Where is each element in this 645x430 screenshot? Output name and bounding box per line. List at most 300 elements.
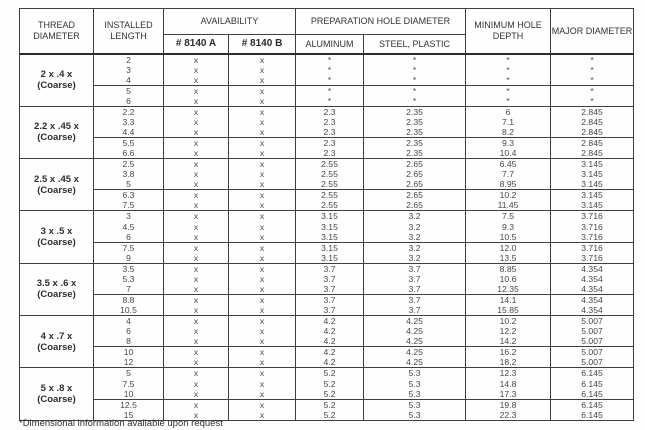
aluminum-hole-cell: 5.2	[296, 399, 364, 410]
availability-b-cell: x	[229, 389, 296, 400]
min-hole-depth-cell: 7.5	[466, 211, 551, 222]
availability-b-cell: x	[229, 85, 296, 96]
installed-length-cell: 4.5	[94, 221, 164, 231]
table-row	[20, 336, 634, 347]
table-row	[20, 274, 634, 284]
availability-a-cell: x	[164, 263, 229, 274]
availability-b-cell: x	[229, 159, 296, 170]
min-hole-depth-cell: 15.85	[466, 305, 551, 316]
thread-series-label: (Coarse)	[37, 289, 76, 301]
availability-a-cell: x	[164, 399, 229, 410]
major-diameter-cell: 5.007	[551, 326, 634, 336]
major-diameter-cell: 6.145	[551, 399, 634, 410]
availability-b-cell: x	[229, 96, 296, 107]
availability-b-cell: x	[229, 200, 296, 211]
availability-b-cell: x	[229, 357, 296, 368]
table-row	[20, 399, 634, 410]
availability-b-cell: x	[229, 253, 296, 264]
table-row	[20, 232, 634, 243]
aluminum-hole-cell: 2.55	[296, 179, 364, 190]
table-row	[20, 316, 634, 327]
steel-plastic-hole-cell: 4.25	[364, 326, 466, 336]
availability-b-cell: x	[229, 117, 296, 127]
major-diameter-cell: 4.354	[551, 305, 634, 316]
steel-plastic-hole-cell: 2.65	[364, 169, 466, 179]
min-hole-depth-cell: 12.2	[466, 326, 551, 336]
steel-plastic-hole-cell: *	[364, 54, 466, 65]
min-hole-depth-cell: 17.3	[466, 389, 551, 400]
steel-plastic-hole-cell: 4.25	[364, 336, 466, 347]
steel-plastic-hole-cell: 3.7	[364, 295, 466, 306]
availability-b-cell: x	[229, 316, 296, 327]
table-row	[20, 326, 634, 336]
availability-a-cell: x	[164, 200, 229, 211]
aluminum-hole-cell: *	[296, 65, 364, 75]
availability-b-cell: x	[229, 75, 296, 86]
aluminum-hole-cell: 2.3	[296, 138, 364, 149]
installed-length-cell: 5	[94, 368, 164, 379]
availability-a-cell: x	[164, 117, 229, 127]
aluminum-hole-cell: *	[296, 54, 364, 65]
installed-length-cell: 5.5	[94, 138, 164, 149]
min-hole-depth-cell: *	[466, 75, 551, 86]
table-row	[20, 211, 634, 222]
steel-plastic-hole-cell: *	[364, 96, 466, 107]
steel-plastic-hole-cell: 2.35	[364, 148, 466, 159]
min-hole-depth-cell: 9.3	[466, 221, 551, 231]
table-row	[20, 242, 634, 253]
major-diameter-cell: *	[551, 65, 634, 75]
spec-table	[19, 8, 634, 421]
availability-b-cell: x	[229, 106, 296, 117]
installed-length-cell: 3	[94, 65, 164, 75]
availability-a-cell: x	[164, 190, 229, 201]
availability-b-cell: x	[229, 211, 296, 222]
availability-a-cell: x	[164, 336, 229, 347]
availability-b-cell: x	[229, 326, 296, 336]
installed-length-cell: 9	[94, 253, 164, 264]
steel-plastic-hole-cell: 3.2	[364, 242, 466, 253]
min-hole-depth-cell: 7.1	[466, 117, 551, 127]
availability-b-cell: x	[229, 263, 296, 274]
header-preparation-hole-diameter: PREPARATION HOLE DIAMETER	[296, 9, 466, 35]
min-hole-depth-cell: 22.3	[466, 410, 551, 421]
major-diameter-cell: 2.845	[551, 117, 634, 127]
min-hole-depth-cell: 6	[466, 106, 551, 117]
installed-length-cell: 3	[94, 211, 164, 222]
installed-length-cell: 4	[94, 75, 164, 86]
aluminum-hole-cell: 5.2	[296, 389, 364, 400]
installed-length-cell: 10.5	[94, 305, 164, 316]
availability-a-cell: x	[164, 242, 229, 253]
header-part-8140a: # 8140 A	[164, 35, 229, 54]
availability-a-cell: x	[164, 274, 229, 284]
table-row	[20, 368, 634, 379]
thread-series-label: (Coarse)	[37, 237, 76, 249]
availability-b-cell: x	[229, 305, 296, 316]
major-diameter-cell: 6.145	[551, 410, 634, 421]
steel-plastic-hole-cell: 5.3	[364, 399, 466, 410]
aluminum-hole-cell: 4.2	[296, 336, 364, 347]
steel-plastic-hole-cell: 2.65	[364, 200, 466, 211]
min-hole-depth-cell: 8.95	[466, 179, 551, 190]
installed-length-cell: 15	[94, 410, 164, 421]
thread-size-label: 2.2 x .45 x	[34, 121, 79, 133]
major-diameter-cell: 2.845	[551, 106, 634, 117]
thread-size-label: 2 x .4 x	[40, 69, 73, 81]
availability-a-cell: x	[164, 54, 229, 65]
installed-length-cell: 2	[94, 54, 164, 65]
min-hole-depth-cell: 10.2	[466, 316, 551, 327]
thread-diameter-cell	[20, 263, 94, 315]
major-diameter-cell: 4.354	[551, 295, 634, 306]
thread-diameter-cell	[20, 159, 94, 211]
major-diameter-cell: 5.007	[551, 347, 634, 358]
major-diameter-cell: 6.145	[551, 389, 634, 400]
min-hole-depth-cell: 18.2	[466, 357, 551, 368]
thread-series-label: (Coarse)	[37, 80, 76, 92]
steel-plastic-hole-cell: 4.25	[364, 316, 466, 327]
aluminum-hole-cell: 3.15	[296, 253, 364, 264]
availability-b-cell: x	[229, 232, 296, 243]
steel-plastic-hole-cell: *	[364, 65, 466, 75]
installed-length-cell: 10	[94, 389, 164, 400]
availability-a-cell: x	[164, 85, 229, 96]
aluminum-hole-cell: *	[296, 96, 364, 107]
thread-series-label: (Coarse)	[37, 394, 76, 406]
min-hole-depth-cell: 12.3	[466, 368, 551, 379]
header-installed-length: INSTALLED LENGTH	[94, 9, 164, 54]
availability-a-cell: x	[164, 378, 229, 388]
thread-series-label: (Coarse)	[37, 341, 76, 353]
thread-size-label: 4 x .7 x	[40, 330, 73, 342]
availability-a-cell: x	[164, 138, 229, 149]
availability-b-cell: x	[229, 378, 296, 388]
availability-a-cell: x	[164, 148, 229, 159]
availability-b-cell: x	[229, 65, 296, 75]
header-aluminum: ALUMINUM	[296, 35, 364, 54]
availability-a-cell: x	[164, 221, 229, 231]
min-hole-depth-cell: 10.4	[466, 148, 551, 159]
availability-a-cell: x	[164, 389, 229, 400]
table-row	[20, 85, 634, 96]
steel-plastic-hole-cell: 5.3	[364, 389, 466, 400]
aluminum-hole-cell: 2.3	[296, 106, 364, 117]
steel-plastic-hole-cell: 2.65	[364, 190, 466, 201]
major-diameter-cell: 2.845	[551, 138, 634, 149]
steel-plastic-hole-cell: *	[364, 75, 466, 86]
installed-length-cell: 3.5	[94, 263, 164, 274]
availability-b-cell: x	[229, 54, 296, 65]
min-hole-depth-cell: 9.3	[466, 138, 551, 149]
availability-a-cell: x	[164, 232, 229, 243]
availability-b-cell: x	[229, 295, 296, 306]
availability-a-cell: x	[164, 357, 229, 368]
steel-plastic-hole-cell: 2.65	[364, 159, 466, 170]
table-row	[20, 159, 634, 170]
thread-group	[20, 159, 634, 211]
thread-group	[20, 263, 634, 315]
installed-length-cell: 6.3	[94, 190, 164, 201]
steel-plastic-hole-cell: 2.35	[364, 138, 466, 149]
availability-a-cell: x	[164, 347, 229, 358]
steel-plastic-hole-cell: *	[364, 85, 466, 96]
thread-group	[20, 316, 634, 368]
aluminum-hole-cell: 4.2	[296, 316, 364, 327]
min-hole-depth-cell: 19.8	[466, 399, 551, 410]
thread-size-label: 3 x .5 x	[40, 226, 73, 238]
aluminum-hole-cell: 4.2	[296, 326, 364, 336]
major-diameter-cell: 3.716	[551, 253, 634, 264]
header-availability: AVAILABILITY	[164, 9, 296, 35]
aluminum-hole-cell: 5.2	[296, 368, 364, 379]
availability-b-cell: x	[229, 127, 296, 138]
availability-b-cell: x	[229, 274, 296, 284]
availability-a-cell: x	[164, 106, 229, 117]
availability-b-cell: x	[229, 410, 296, 421]
table-row	[20, 284, 634, 295]
major-diameter-cell: 3.716	[551, 242, 634, 253]
header-part-8140b: # 8140 B	[229, 35, 296, 54]
thread-size-label: 2.5 x .45 x	[34, 173, 79, 185]
steel-plastic-hole-cell: 3.2	[364, 221, 466, 231]
table-row	[20, 190, 634, 201]
table-row	[20, 305, 634, 316]
availability-b-cell: x	[229, 221, 296, 231]
major-diameter-cell: 5.007	[551, 336, 634, 347]
availability-a-cell: x	[164, 326, 229, 336]
installed-length-cell: 4.4	[94, 127, 164, 138]
major-diameter-cell: *	[551, 85, 634, 96]
aluminum-hole-cell: *	[296, 85, 364, 96]
steel-plastic-hole-cell: 3.7	[364, 274, 466, 284]
installed-length-cell: 5	[94, 179, 164, 190]
major-diameter-cell: 6.145	[551, 378, 634, 388]
availability-b-cell: x	[229, 190, 296, 201]
table-row	[20, 54, 634, 65]
min-hole-depth-cell: 10.6	[466, 274, 551, 284]
header-major-diameter: MAJOR DIAMETER	[551, 9, 634, 54]
steel-plastic-hole-cell: 4.25	[364, 347, 466, 358]
installed-length-cell: 3.3	[94, 117, 164, 127]
min-hole-depth-cell: 12.35	[466, 284, 551, 295]
availability-b-cell: x	[229, 336, 296, 347]
min-hole-depth-cell: 6.45	[466, 159, 551, 170]
thread-diameter-cell	[20, 54, 94, 107]
aluminum-hole-cell: 2.3	[296, 148, 364, 159]
major-diameter-cell: 3.145	[551, 169, 634, 179]
availability-b-cell: x	[229, 284, 296, 295]
steel-plastic-hole-cell: 3.7	[364, 305, 466, 316]
aluminum-hole-cell: 3.7	[296, 284, 364, 295]
aluminum-hole-cell: 3.7	[296, 263, 364, 274]
table-row	[20, 169, 634, 179]
availability-a-cell: x	[164, 305, 229, 316]
steel-plastic-hole-cell: 3.7	[364, 263, 466, 274]
min-hole-depth-cell: 8.85	[466, 263, 551, 274]
aluminum-hole-cell: 3.7	[296, 295, 364, 306]
min-hole-depth-cell: *	[466, 54, 551, 65]
table-row	[20, 221, 634, 231]
availability-a-cell: x	[164, 316, 229, 327]
steel-plastic-hole-cell: 3.2	[364, 232, 466, 243]
table-row	[20, 117, 634, 127]
thread-group	[20, 54, 634, 107]
aluminum-hole-cell: 3.15	[296, 211, 364, 222]
availability-a-cell: x	[164, 169, 229, 179]
availability-a-cell: x	[164, 96, 229, 107]
steel-plastic-hole-cell: 3.2	[364, 211, 466, 222]
installed-length-cell: 5	[94, 85, 164, 96]
aluminum-hole-cell: 2.55	[296, 200, 364, 211]
steel-plastic-hole-cell: 2.35	[364, 106, 466, 117]
min-hole-depth-cell: 8.2	[466, 127, 551, 138]
header-thread-diameter: THREAD DIAMETER	[20, 9, 94, 54]
table-row	[20, 357, 634, 368]
availability-a-cell: x	[164, 368, 229, 379]
installed-length-cell: 4	[94, 316, 164, 327]
min-hole-depth-cell: 16.2	[466, 347, 551, 358]
aluminum-hole-cell: 3.7	[296, 274, 364, 284]
major-diameter-cell: 4.354	[551, 274, 634, 284]
thread-series-label: (Coarse)	[37, 184, 76, 196]
header-minimum-hole-depth: MINIMUM HOLE DEPTH	[466, 9, 551, 54]
steel-plastic-hole-cell: 2.35	[364, 117, 466, 127]
min-hole-depth-cell: 10.2	[466, 190, 551, 201]
thread-group	[20, 368, 634, 420]
aluminum-hole-cell: *	[296, 75, 364, 86]
installed-length-cell: 10	[94, 347, 164, 358]
major-diameter-cell: 3.716	[551, 211, 634, 222]
min-hole-depth-cell: *	[466, 96, 551, 107]
aluminum-hole-cell: 4.2	[296, 357, 364, 368]
major-diameter-cell: 5.007	[551, 316, 634, 327]
steel-plastic-hole-cell: 5.3	[364, 368, 466, 379]
major-diameter-cell: *	[551, 96, 634, 107]
table-row	[20, 389, 634, 400]
table-row	[20, 75, 634, 86]
min-hole-depth-cell: 14.1	[466, 295, 551, 306]
table-row	[20, 96, 634, 107]
min-hole-depth-cell: 11.45	[466, 200, 551, 211]
thread-group	[20, 106, 634, 158]
table-row	[20, 200, 634, 211]
min-hole-depth-cell: 10.5	[466, 232, 551, 243]
min-hole-depth-cell: *	[466, 85, 551, 96]
availability-b-cell: x	[229, 138, 296, 149]
min-hole-depth-cell: 14.8	[466, 378, 551, 388]
installed-length-cell: 6	[94, 232, 164, 243]
major-diameter-cell: *	[551, 54, 634, 65]
table-row	[20, 378, 634, 388]
installed-length-cell: 5.3	[94, 274, 164, 284]
major-diameter-cell: 3.145	[551, 159, 634, 170]
table-header	[20, 9, 634, 54]
installed-length-cell: 6.6	[94, 148, 164, 159]
aluminum-hole-cell: 3.15	[296, 232, 364, 243]
footnote: *Dimensional information available upon request	[19, 418, 223, 429]
availability-a-cell: x	[164, 253, 229, 264]
availability-a-cell: x	[164, 295, 229, 306]
table-row	[20, 179, 634, 190]
steel-plastic-hole-cell: 4.25	[364, 357, 466, 368]
major-diameter-cell: *	[551, 75, 634, 86]
thread-size-label: 3.5 x .6 x	[36, 278, 77, 290]
installed-length-cell: 6	[94, 326, 164, 336]
major-diameter-cell: 2.845	[551, 148, 634, 159]
steel-plastic-hole-cell: 3.7	[364, 284, 466, 295]
aluminum-hole-cell: 4.2	[296, 347, 364, 358]
aluminum-hole-cell: 5.2	[296, 410, 364, 421]
steel-plastic-hole-cell: 5.3	[364, 378, 466, 388]
major-diameter-cell: 3.145	[551, 190, 634, 201]
availability-b-cell: x	[229, 169, 296, 179]
aluminum-hole-cell: 2.55	[296, 159, 364, 170]
availability-a-cell: x	[164, 75, 229, 86]
header-row-top	[20, 9, 634, 35]
installed-length-cell: 7.5	[94, 378, 164, 388]
major-diameter-cell: 5.007	[551, 357, 634, 368]
steel-plastic-hole-cell: 3.2	[364, 253, 466, 264]
major-diameter-cell: 2.845	[551, 127, 634, 138]
min-hole-depth-cell: *	[466, 65, 551, 75]
installed-length-cell: 7	[94, 284, 164, 295]
aluminum-hole-cell: 2.3	[296, 127, 364, 138]
availability-a-cell: x	[164, 65, 229, 75]
installed-length-cell: 2.5	[94, 159, 164, 170]
table-row	[20, 127, 634, 138]
aluminum-hole-cell: 5.2	[296, 378, 364, 388]
table-row	[20, 138, 634, 149]
aluminum-hole-cell: 2.3	[296, 117, 364, 127]
aluminum-hole-cell: 3.15	[296, 221, 364, 231]
installed-length-cell: 8	[94, 336, 164, 347]
thread-diameter-cell	[20, 211, 94, 263]
installed-length-cell: 6	[94, 96, 164, 107]
availability-b-cell: x	[229, 242, 296, 253]
thread-size-label: 5 x .8 x	[40, 383, 73, 395]
min-hole-depth-cell: 14.2	[466, 336, 551, 347]
major-diameter-cell: 3.145	[551, 200, 634, 211]
availability-b-cell: x	[229, 179, 296, 190]
steel-plastic-hole-cell: 5.3	[364, 410, 466, 421]
table-row	[20, 347, 634, 358]
thread-diameter-cell	[20, 368, 94, 420]
aluminum-hole-cell: 3.15	[296, 242, 364, 253]
installed-length-cell: 8.8	[94, 295, 164, 306]
table-row	[20, 148, 634, 159]
thread-group	[20, 211, 634, 263]
thread-diameter-cell	[20, 316, 94, 368]
installed-length-cell: 12.5	[94, 399, 164, 410]
aluminum-hole-cell: 3.7	[296, 305, 364, 316]
major-diameter-cell: 3.716	[551, 232, 634, 243]
aluminum-hole-cell: 2.55	[296, 190, 364, 201]
table-row	[20, 65, 634, 75]
thread-diameter-cell	[20, 106, 94, 158]
min-hole-depth-cell: 7.7	[466, 169, 551, 179]
installed-length-cell: 2.2	[94, 106, 164, 117]
availability-a-cell: x	[164, 410, 229, 421]
major-diameter-cell: 4.354	[551, 284, 634, 295]
availability-a-cell: x	[164, 127, 229, 138]
major-diameter-cell: 3.145	[551, 179, 634, 190]
installed-length-cell: 7.5	[94, 242, 164, 253]
steel-plastic-hole-cell: 2.65	[364, 179, 466, 190]
major-diameter-cell: 4.354	[551, 263, 634, 274]
table-row	[20, 106, 634, 117]
availability-b-cell: x	[229, 368, 296, 379]
